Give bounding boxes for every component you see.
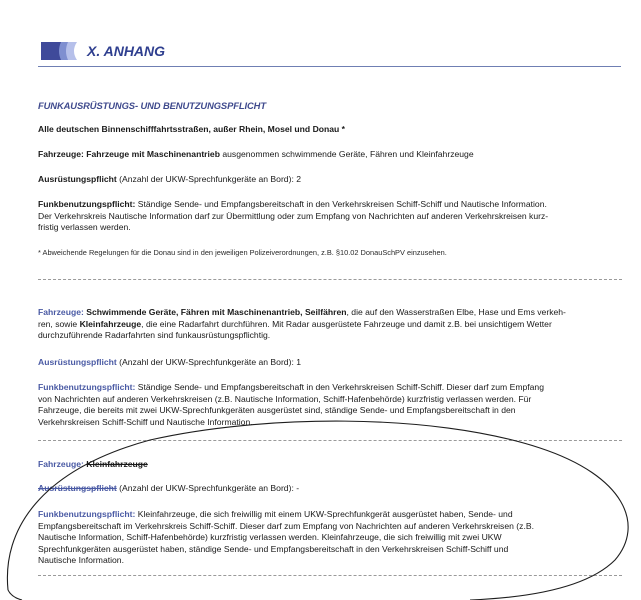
block2-funk-label: Funkbenutzungspflicht: [38, 382, 136, 392]
block1-fahrzeuge [38, 149, 622, 161]
block1-funk-line2: Der Verkehrskreis Nautische Information darf zur Übermittlung oder zum Empfang von Nachrichten auf anderen Verkehrskreisen kurz- [38, 210, 549, 221]
block1-fahrzeuge-rest: ausgenommen schwimmende Geräte, Fähren und Kleinfahrzeuge [222, 149, 474, 159]
block2-ausruestung-rest: (Anzahl der UKW-Sprechfunkgeräte an Bord): 1 [119, 357, 302, 367]
block2-ausruestung-label: Ausrüstungspflicht [38, 357, 117, 367]
chapter-title: X. ANHANG [87, 43, 166, 59]
divider [38, 440, 622, 441]
block3-funk-label: Funkbenutzungspflicht: [38, 509, 136, 519]
block2-fahrzeuge-bold2: Kleinfahrzeuge [79, 318, 142, 329]
block3-ausruestung-rest: (Anzahl der UKW-Sprechfunkgeräte an Bord): - [119, 483, 300, 493]
block1-fahrzeuge-label: Fahrzeuge: [38, 149, 84, 159]
block3-funk-line2: Empfangsbereitschaft im Verkehrskreis Schiff-Schiff. Dieser darf zum Empfang von Nachrichten auf anderen Verkehrskreisen (z.B. [38, 520, 534, 531]
footnote: * Abweichende Regelungen für die Donau sind in den jeweiligen Polizeiverordnungen, z.B. §10.02 DonauSchPV einzusehen. [38, 248, 447, 257]
block2-fahrzeuge-label: Fahrzeuge: [38, 307, 84, 317]
block3-ausruestung [38, 483, 622, 495]
block3-funk [38, 509, 622, 567]
block1-funk [38, 199, 622, 234]
section-subtitle: Alle deutschen Binnenschifffahrtsstraßen, außer Rhein, Mosel und Donau * [38, 124, 346, 134]
header-divider [38, 66, 621, 67]
block3-fahrzeuge [38, 459, 622, 471]
block1-ausruestung-rest: (Anzahl der UKW-Sprechfunkgeräte an Bord): 2 [119, 174, 302, 184]
block1-funk-line1: Ständige Sende- und Empfangsbereitschaft in den Verkehrskreisen Schiff-Schiff und Nautische Information. [137, 199, 547, 209]
block1-fahrzeuge-bold: Fahrzeuge mit Maschinenantrieb [86, 149, 220, 159]
block3-ausruestung-label: Ausrüstungspflicht [38, 483, 117, 493]
block2-funk [38, 382, 622, 428]
section-title: FUNKAUSRÜSTUNGS- UND BENUTZUNGSPFLICHT [38, 100, 266, 111]
block1-ausruestung [38, 174, 622, 186]
block2-fahrzeuge [38, 307, 622, 342]
block2-fahrzeuge-bold1: Schwimmende Geräte, Fähren mit Maschinenantrieb, Seilfähren [86, 307, 347, 317]
block2-funk-line4: Verkehrskreisen Schiff-Schiff und Nautische Information. [38, 416, 253, 427]
block1-ausruestung-label: Ausrüstungspflicht [38, 174, 117, 184]
block2-fahrzeuge-text2b: , die eine Radarfahrt durchführen. Mit Radar ausgerüstete Fahrzeuge und damit z.B. bei unsichtigem Wetter [141, 318, 552, 329]
block2-ausruestung [38, 357, 622, 369]
block2-funk-line1: Ständige Sende- und Empfangsbereitschaft in den Verkehrskreisen Schiff-Schiff. Dieser darf zum Empfang [137, 382, 544, 392]
block3-fahrzeuge-bold: Kleinfahrzeuge [86, 459, 148, 469]
block1-funk-line3: fristig verlassen werden. [38, 222, 131, 233]
block2-fahrzeuge-text1: , die auf den Wasserstraßen Elbe, Hase und Ems verkeh- [346, 307, 566, 317]
block2-fahrzeuge-text3: durchzuführende Radarfahrten sind funkausrüstungspflichtig. [38, 330, 271, 341]
block3-funk-line3: Nautische Information, Schiff-Hafenbehörde) kurzfristig verlassen werden. Kleinfahrzeuge, die sich freiwillig mit zwei UKW [38, 532, 502, 543]
block3-fahrzeuge-label: Fahrzeuge: [38, 459, 84, 469]
divider [38, 575, 622, 576]
block2-funk-line2: von Nachrichten auf anderen Verkehrskreisen (z.B. Nautische Information, Schiff-Hafenbehörde) kurzfristig verlassen werden. Für [38, 393, 532, 404]
block2-funk-line3: Fahrzeuge, die bereits mit zwei UKW-Sprechfunkgeräten ausgerüstet sind, ständige Sende- und Empfangsbereitschaft in den [38, 405, 516, 416]
divider [38, 279, 622, 280]
block3-funk-line1: Kleinfahrzeuge, die sich freiwillig mit einem UKW-Sprechfunkgerät ausgerüstet haben, Sende- und [137, 509, 513, 519]
block3-funk-line4: Sprechfunkgeräten ausgerüstet haben, ständige Sende- und Empfangsbereitschaft in den Verkehrskreisen Schiff-Schiff und [38, 543, 509, 554]
block3-funk-line5: Nautische Information. [38, 555, 124, 566]
chapter-marker-icon [41, 42, 77, 60]
block1-funk-label: Funkbenutzungspflicht: [38, 199, 136, 209]
block2-fahrzeuge-text2a: ren, sowie [38, 318, 80, 329]
